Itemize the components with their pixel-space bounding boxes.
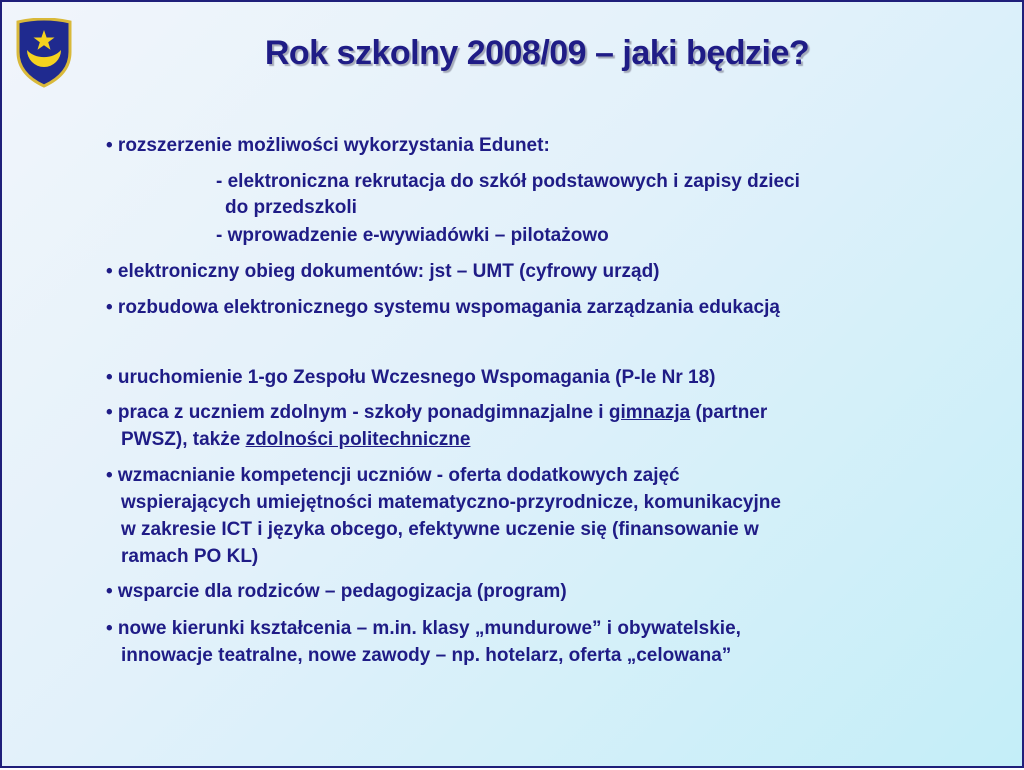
bullet-obieg-dokumentow: • elektroniczny obieg dokumentów: jst – UMT (cyfrowy urząd) <box>106 261 660 282</box>
bullet-nowe-kierunki: • nowe kierunki kształcenia – m.in. klasy „mundurowe” i obywatelskie, <box>106 618 741 639</box>
bullet-nowe-kierunki-cont: innowacje teatralne, nowe zawody – np. hotelarz, oferta „celowana” <box>121 645 732 666</box>
zdolnosci-politechniczne-link[interactable]: zdolności politechniczne <box>245 429 471 450</box>
bullet-uczen-zdolny-cont <box>121 427 470 453</box>
bullet-kompetencje-cont-2: w zakresie ICT i języka obcego, efektywne uczenie się (finansowanie w <box>121 519 759 540</box>
bullet-kompetencje-cont-1: wspierających umiejętności matematyczno-przyrodnicze, komunikacyjne <box>121 492 781 513</box>
bullet-zespol-wspomagania: • uruchomienie 1-go Zespołu Wczesnego Wspomagania (P-le Nr 18) <box>106 367 716 388</box>
bullet-uczen-zdolny-text: • praca z uczniem zdolnym - szkoły ponadgimnazjalne i <box>106 402 609 423</box>
bullet-kompetencje-cont-3: ramach PO KL) <box>121 546 259 567</box>
slide-body <box>2 2 1024 770</box>
bullet-uczen-zdolny-cont-text: PWSZ), także <box>121 429 246 450</box>
sub-item-rekrutacja: - elektroniczna rekrutacja do szkół podstawowych i zapisy dzieci <box>216 171 800 192</box>
bullet-kompetencje: • wzmacnianie kompetencji uczniów - oferta dodatkowych zajęć <box>106 465 680 486</box>
bullet-edunet: • rozszerzenie możliwości wykorzystania Edunet: <box>106 135 550 156</box>
sub-item-rekrutacja-cont: do przedszkoli <box>225 197 357 218</box>
gimnazja-link[interactable]: gimnazja <box>608 402 691 423</box>
bullet-uczen-zdolny-suffix: (partner <box>690 402 768 423</box>
bullet-uczen-zdolny <box>106 400 767 426</box>
bullet-system-zarzadzania: • rozbudowa elektronicznego systemu wspomagania zarządzania edukacją <box>106 297 780 318</box>
sub-item-e-wywiadowki: - wprowadzenie e-wywiadówki – pilotażowo <box>216 225 609 246</box>
slide-title: Rok szkolny 2008/09 – jaki będzie? <box>264 34 810 72</box>
bullet-wsparcie-rodzicow: • wsparcie dla rodziców – pedagogizacja (program) <box>106 581 567 602</box>
